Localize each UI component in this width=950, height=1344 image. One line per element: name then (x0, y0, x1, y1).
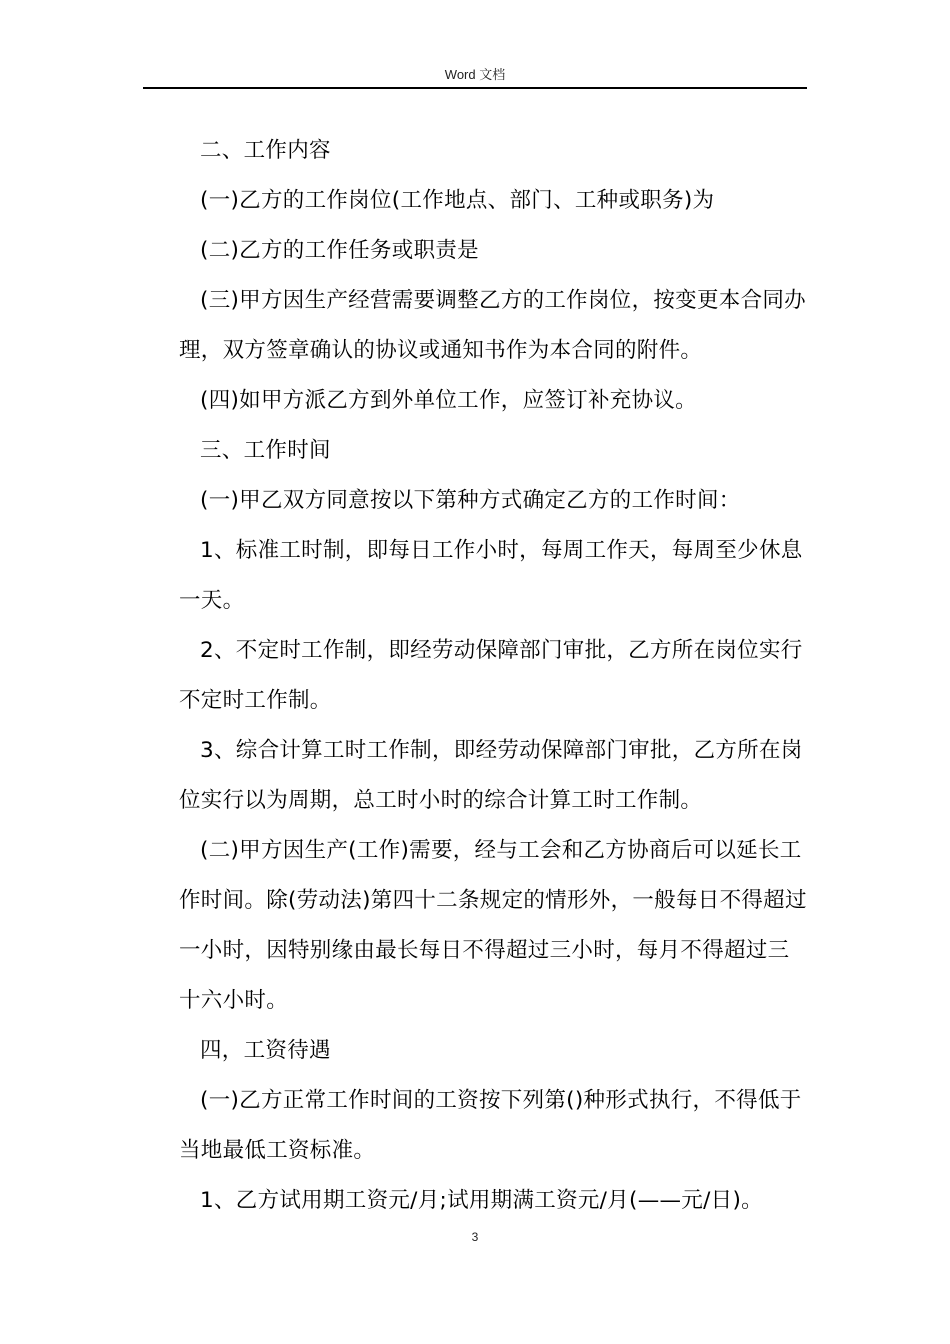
paragraph: (一)乙方正常工作时间的工资按下列第()种形式执行，不得低于当地最低工资标准。 (179, 1088, 802, 1163)
paragraph: (二)乙方的工作任务或职责是 (200, 238, 479, 263)
section-heading-work-content: 二、工作内容 (200, 138, 331, 163)
paragraph: (一)乙方的工作岗位(工作地点、部门、工种或职务)为 (200, 188, 715, 213)
page-number: 3 (471, 1230, 479, 1244)
paragraph: 3、综合计算工时工作制，即经劳动保障部门审批，乙方所在岗位实行以为周期，总工时小时的综合计算工时工作制。 (179, 738, 803, 813)
paragraph: (一)甲乙双方同意按以下第种方式确定乙方的工作时间： (200, 488, 741, 513)
paragraph: (二)甲方因生产(工作)需要，经与工会和乙方协商后可以延长工作时间。除(劳动法)第四十二条规定的情形外，一般每日不得超过一小时，因特别缘由最长每日不得超过三小时，每月不得超过三十六小时。 (179, 838, 807, 1013)
paragraph: (四)如甲方派乙方到外单位工作，应签订补充协议。 (200, 388, 697, 413)
section-heading-wages: 四，工资待遇 (200, 1038, 331, 1063)
paragraph: 1、乙方试用期工资元/月;试用期满工资元/月(——元/日)。 (200, 1188, 763, 1213)
section-heading-work-time: 三、工作时间 (200, 438, 331, 463)
document-body (179, 126, 809, 1226)
page-header: Word 文档 (444, 67, 506, 82)
paragraph: 2、不定时工作制，即经劳动保障部门审批，乙方所在岗位实行不定时工作制。 (179, 638, 803, 713)
paragraph: 1、标准工时制，即每日工作小时，每周工作天，每周至少休息一天。 (179, 538, 803, 613)
paragraph: (三)甲方因生产经营需要调整乙方的工作岗位，按变更本合同办理，双方签章确认的协议或通知书作为本合同的附件。 (179, 288, 806, 363)
header-divider (143, 87, 807, 89)
